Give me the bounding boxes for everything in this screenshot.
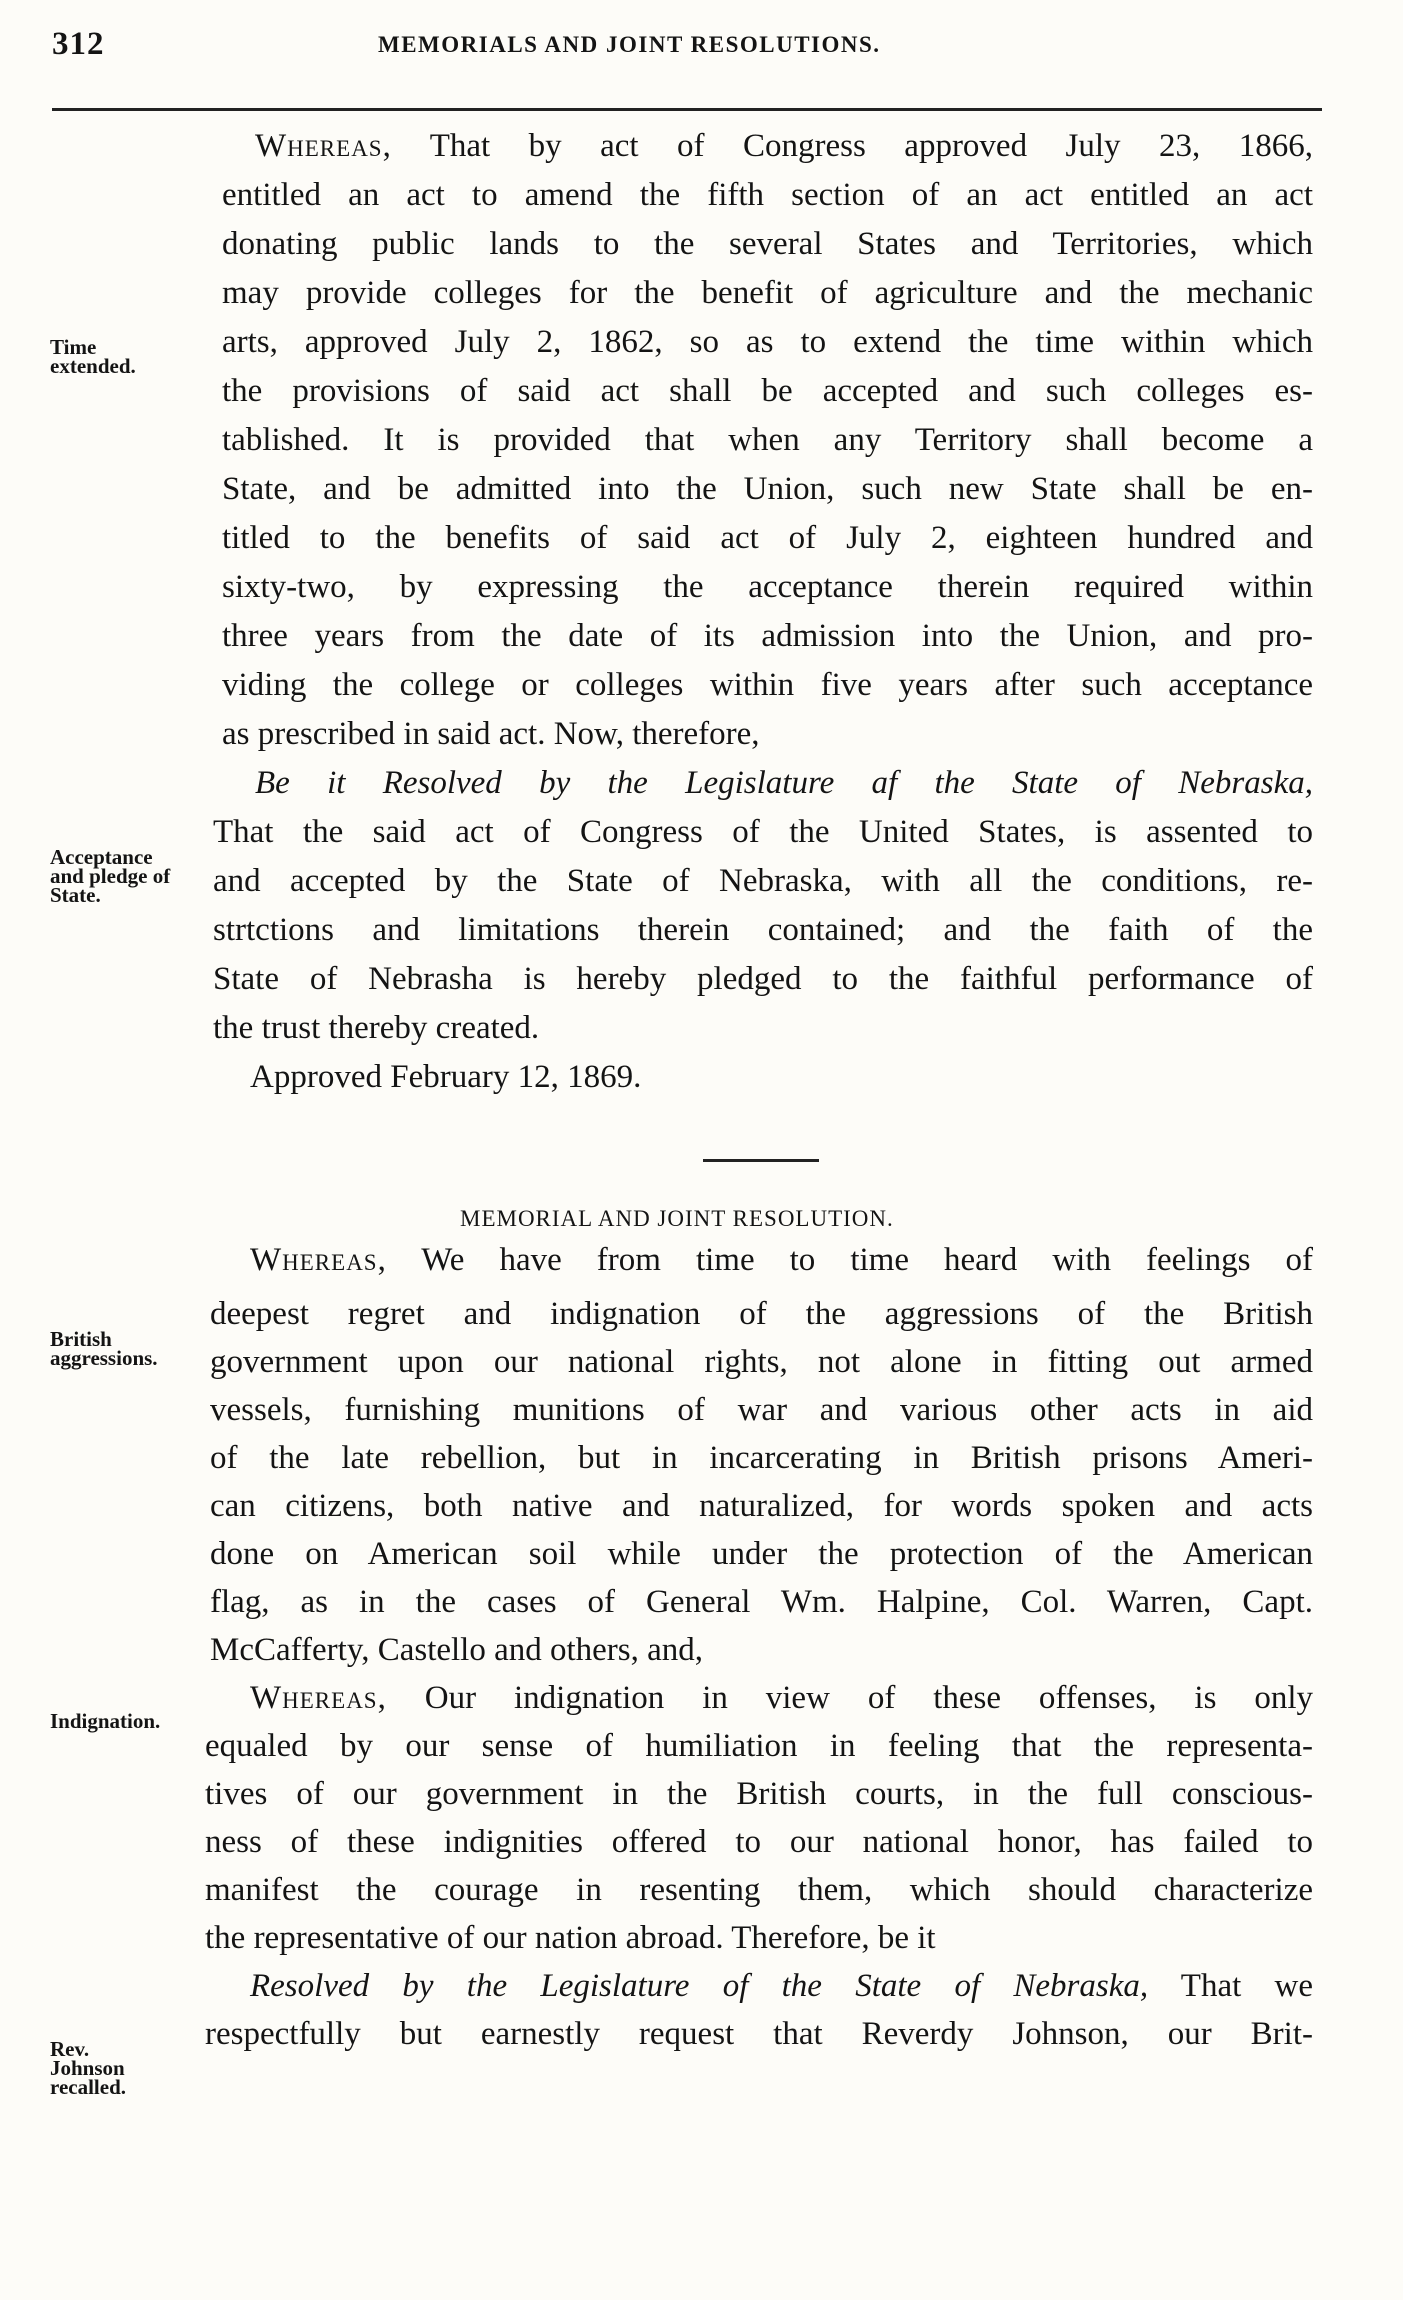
resolved-line: and accepted by the State of Nebraska, with all the conditions, re- [213,863,1313,899]
sidenote-british-aggressions: British aggressions. [50,1327,158,1370]
whereas-line [250,1242,1313,1279]
body-line: viding the college or colleges within five years after such acceptance [222,667,1313,703]
whereas-line [250,1680,1313,1717]
resolved-line [250,1968,1313,2005]
body-line: tives of our government in the British courts, in the full conscious- [205,1776,1313,1812]
approved-date: Approved February 12, 1869. [250,1059,642,1095]
resolved-line: That the said act of Congress of the United States, is assented to [213,814,1313,850]
body-line: tablished. It is provided that when any Territory shall become a [222,422,1313,458]
body-line: ness of these indignities offered to our national honor, has failed to [205,1824,1313,1860]
resolved-line: State of Nebrasha is hereby pledged to the faithful performance of [213,961,1313,997]
body-line: can citizens, both native and naturalized, for words spoken and acts [210,1488,1313,1524]
whereas-word: Whereas, [250,1242,387,1278]
body-line: sixty-two, by expressing the acceptance therein required within [222,569,1313,605]
whereas-word: Whereas, [250,1680,387,1716]
whereas-text: We have from time to time heard with feelings of [386,1242,1313,1278]
body-line: three years from the date of its admission into the Union, and pro- [222,618,1313,654]
resolved-intro: Be it Resolved by the Legislature af the State of Nebraska, [255,765,1313,801]
sidenote-johnson-recalled: Rev. Johnson recalled. [50,2037,127,2099]
body-line: vessels, furnishing munitions of war and various other acts in aid [210,1392,1313,1428]
body-line: government upon our national rights, not alone in fitting out armed [210,1344,1313,1380]
body-line: equaled by our sense of humiliation in feeling that the representa- [205,1728,1313,1764]
whereas-word: Whereas, [255,128,392,164]
body-line: manifest the courage in resenting them, which should characterize [205,1872,1313,1908]
running-head: MEMORIALS AND JOINT RESOLUTIONS. [378,32,881,57]
body-line: done on American soil while under the protection of the American [210,1536,1313,1572]
body-line: deepest regret and indignation of the aggressions of the British [210,1296,1313,1332]
body-line: titled to the benefits of said act of July 2, eighteen hundred and [222,520,1313,556]
page-number: 312 [52,26,105,62]
whereas-line [255,128,1313,165]
whereas-text: Our indignation in view of these offenses, is only [386,1680,1313,1716]
section-divider [703,1159,819,1162]
body-line-last: the representative of our nation abroad. Therefore, be it [205,1920,936,1956]
body-line: flag, as in the cases of General Wm. Halpine, Col. Warren, Capt. [210,1584,1313,1620]
sidenote-time-extended: Time extended. [50,335,136,378]
body-line: of the late rebellion, but in incarcerating in British prisons Ameri- [210,1440,1313,1476]
body-line: respectfully but earnestly request that Reverdy Johnson, our Brit- [205,2016,1313,2052]
body-line-last: McCafferty, Castello and others, and, [210,1632,704,1668]
body-line: State, and be admitted into the Union, such new State shall be en- [222,471,1313,507]
resolved-line: strtctions and limitations therein contained; and the faith of the [213,912,1313,948]
resolved-line-last: the trust thereby created. [213,1010,540,1046]
body-line-last: as prescribed in said act. Now, therefore, [222,716,760,752]
sidenote-acceptance: Acceptance and pledge of State. [50,845,171,907]
body-line: the provisions of said act shall be accepted and such colleges es- [222,373,1313,409]
resolved-text: That we [1148,1968,1313,2004]
whereas-text: That by act of Congress approved July 23, 1866, [391,128,1313,164]
header-rule [52,108,1322,111]
body-line: may provide colleges for the benefit of agriculture and the mechanic [222,275,1313,311]
resolution-2-heading: MEMORIAL AND JOINT RESOLUTION. [460,1206,894,1231]
body-line: entitled an act to amend the fifth section of an act entitled an act [222,177,1313,213]
body-line: donating public lands to the several States and Territories, which [222,226,1313,262]
body-line: arts, approved July 2, 1862, so as to extend the time within which [222,324,1313,360]
resolved-italic: Resolved by the Legislature of the State of Nebraska, [250,1968,1149,2004]
sidenote-indignation: Indignation. [50,1709,161,1733]
